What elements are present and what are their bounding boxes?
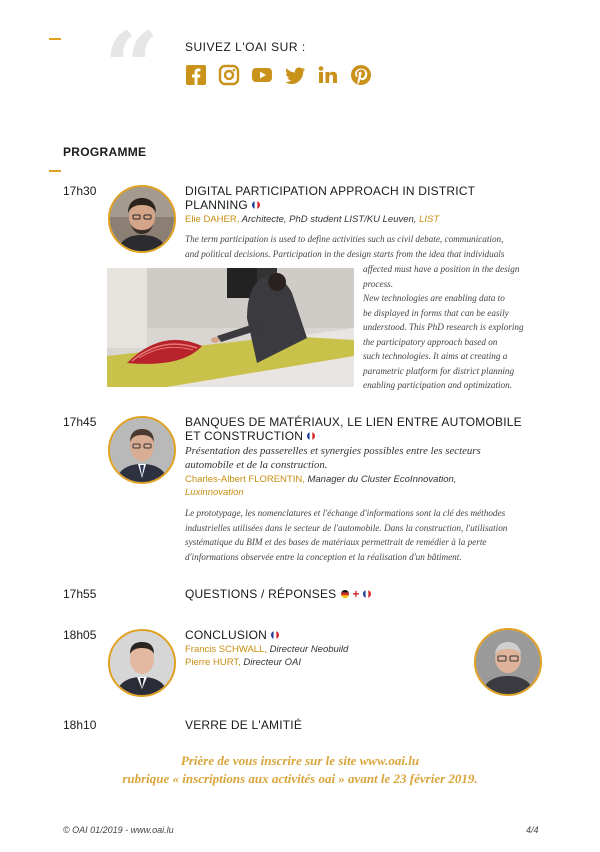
item3-title-wrap (185, 587, 371, 601)
accent-line-top (49, 38, 61, 40)
desc-line: affected must have a position in the design (363, 264, 520, 274)
item3-title: QUESTIONS / RÉPONSES (185, 587, 337, 601)
desc-line: such technologies. It aims at creating a (363, 351, 508, 361)
item1-speaker (185, 213, 439, 226)
speaker-name: Francis SCHWALL, (185, 644, 267, 655)
item2-speaker-name: Charles-Albert FLORENTIN, (185, 474, 305, 485)
avatar-pierre-hurt (474, 628, 542, 696)
item2-speaker-line1 (185, 473, 485, 486)
time-18h05: 18h05 (63, 628, 97, 642)
item1-title (185, 184, 505, 212)
programme-heading: PROGRAMME (63, 145, 147, 159)
desc-line: process. (363, 278, 394, 289)
item2-title (185, 415, 545, 443)
desc-line: the participatory approach based on (363, 336, 498, 347)
item1-title-line1: DIGITAL PARTICIPATION APPROACH IN DISTRICT (185, 184, 476, 198)
item5-title: VERRE DE L'AMITIÉ (185, 718, 303, 732)
twitter-icon[interactable] (284, 64, 306, 86)
item4-speaker-1 (185, 643, 465, 656)
avatar-francis-schwall (108, 629, 176, 697)
desc-line: understood. This PhD research is exploring (363, 322, 524, 332)
notice-line1: Prière de vous inscrire sur le site www.oai.lu (180, 753, 420, 768)
time-17h30: 17h30 (63, 184, 97, 198)
speaker-role: Directeur Neobuild (267, 644, 349, 655)
item2-speaker (185, 473, 485, 499)
time-17h55: 17h55 (63, 587, 97, 601)
item1-speaker-org: LIST (419, 214, 440, 225)
registration-notice (0, 752, 600, 788)
intro-line: Présentation des passerelles et synergies possibles entre les secteurs (185, 445, 481, 457)
time-17h45: 17h45 (63, 415, 97, 429)
plus-sign: + (352, 587, 360, 601)
social-label: SUIVEZ L'OAI SUR : (185, 40, 306, 54)
desc-line: d'informations observée entre la conception et la réalisation d'un bâtiment. (185, 551, 462, 562)
footer-page-number: 4/4 (526, 825, 539, 835)
item2-speaker-org: Luxinnovation (185, 487, 244, 498)
desc-line: be displayed in forms that can be easily (363, 307, 509, 318)
item1-title-line2: PLANNING (185, 198, 248, 212)
facebook-icon[interactable] (185, 64, 207, 86)
flag-de-icon (341, 590, 349, 598)
desc-line: systématique du BIM et des bases de matériaux permettrait de remédier à la perte (185, 537, 487, 547)
youtube-icon[interactable] (251, 64, 273, 86)
item4-speaker-2 (185, 656, 465, 669)
accent-line-programme (49, 170, 61, 172)
flag-fr-icon (307, 432, 315, 440)
item1-title-line2-wrap (185, 198, 505, 212)
item2-title-line1: BANQUES DE MATÉRIAUX, LE LIEN ENTRE AUTOMOBILE (185, 415, 522, 429)
flag-fr-icon (271, 631, 279, 639)
speaker-role: Directeur OAI (240, 657, 301, 668)
intro-line: automobile et de la construction. (185, 459, 328, 471)
item2-description (185, 506, 565, 564)
speaker-name: Pierre HURT, (185, 657, 241, 668)
item4-speakers (185, 643, 465, 669)
item1-description (185, 232, 545, 261)
desc-line: New technologies are enabling data to (363, 293, 505, 303)
flag-fr-icon (252, 201, 260, 209)
item4-title: CONCLUSION (185, 628, 268, 642)
item1-description-side (363, 262, 563, 393)
social-icons (185, 64, 372, 86)
instagram-icon[interactable] (218, 64, 240, 86)
linkedin-icon[interactable] (317, 64, 339, 86)
time-18h10: 18h10 (63, 718, 97, 732)
item2-title-line2: ET CONSTRUCTION (185, 429, 304, 443)
flag-fr-icon (363, 590, 371, 598)
desc-line: enabling participation and optimization. (363, 380, 513, 390)
desc-line: industrielles utilisées dans le secteur de l'automobile. Dans la construction, l'utilisation (185, 522, 508, 533)
desc-line: The term participation is used to define activities such as civil debate, communication, (185, 234, 504, 244)
item1-speaker-role: Architecte, PhD student LIST/KU Leuven, (239, 214, 420, 225)
item2-intro (185, 444, 555, 472)
item2-title-line2-wrap (185, 429, 545, 443)
desc-line: Le prototypage, les nomenclatures et l'échange d'informations sont la clé des méthodes (185, 508, 506, 518)
footer-copyright: © OAI 01/2019 - www.oai.lu (63, 825, 174, 835)
avatar-elie-daher (108, 185, 176, 253)
item4-title-wrap (185, 628, 279, 642)
pinterest-icon[interactable] (350, 64, 372, 86)
item2-speaker-role: Manager du Cluster EcoInnovation, (304, 474, 457, 485)
avatar-charles-albert-florentin (108, 416, 176, 484)
item1-speaker-name: Elie DAHER, (185, 214, 240, 225)
desc-line: parametric platform for district planning (363, 365, 515, 376)
participation-photo (107, 268, 354, 387)
notice-line2: rubrique « inscriptions aux activités oai » avant le 23 février 2019. (122, 771, 478, 786)
quote-mark-icon: “ (104, 11, 160, 124)
desc-line: and political decisions. Participation in the design starts from the idea that individuals (185, 248, 505, 259)
